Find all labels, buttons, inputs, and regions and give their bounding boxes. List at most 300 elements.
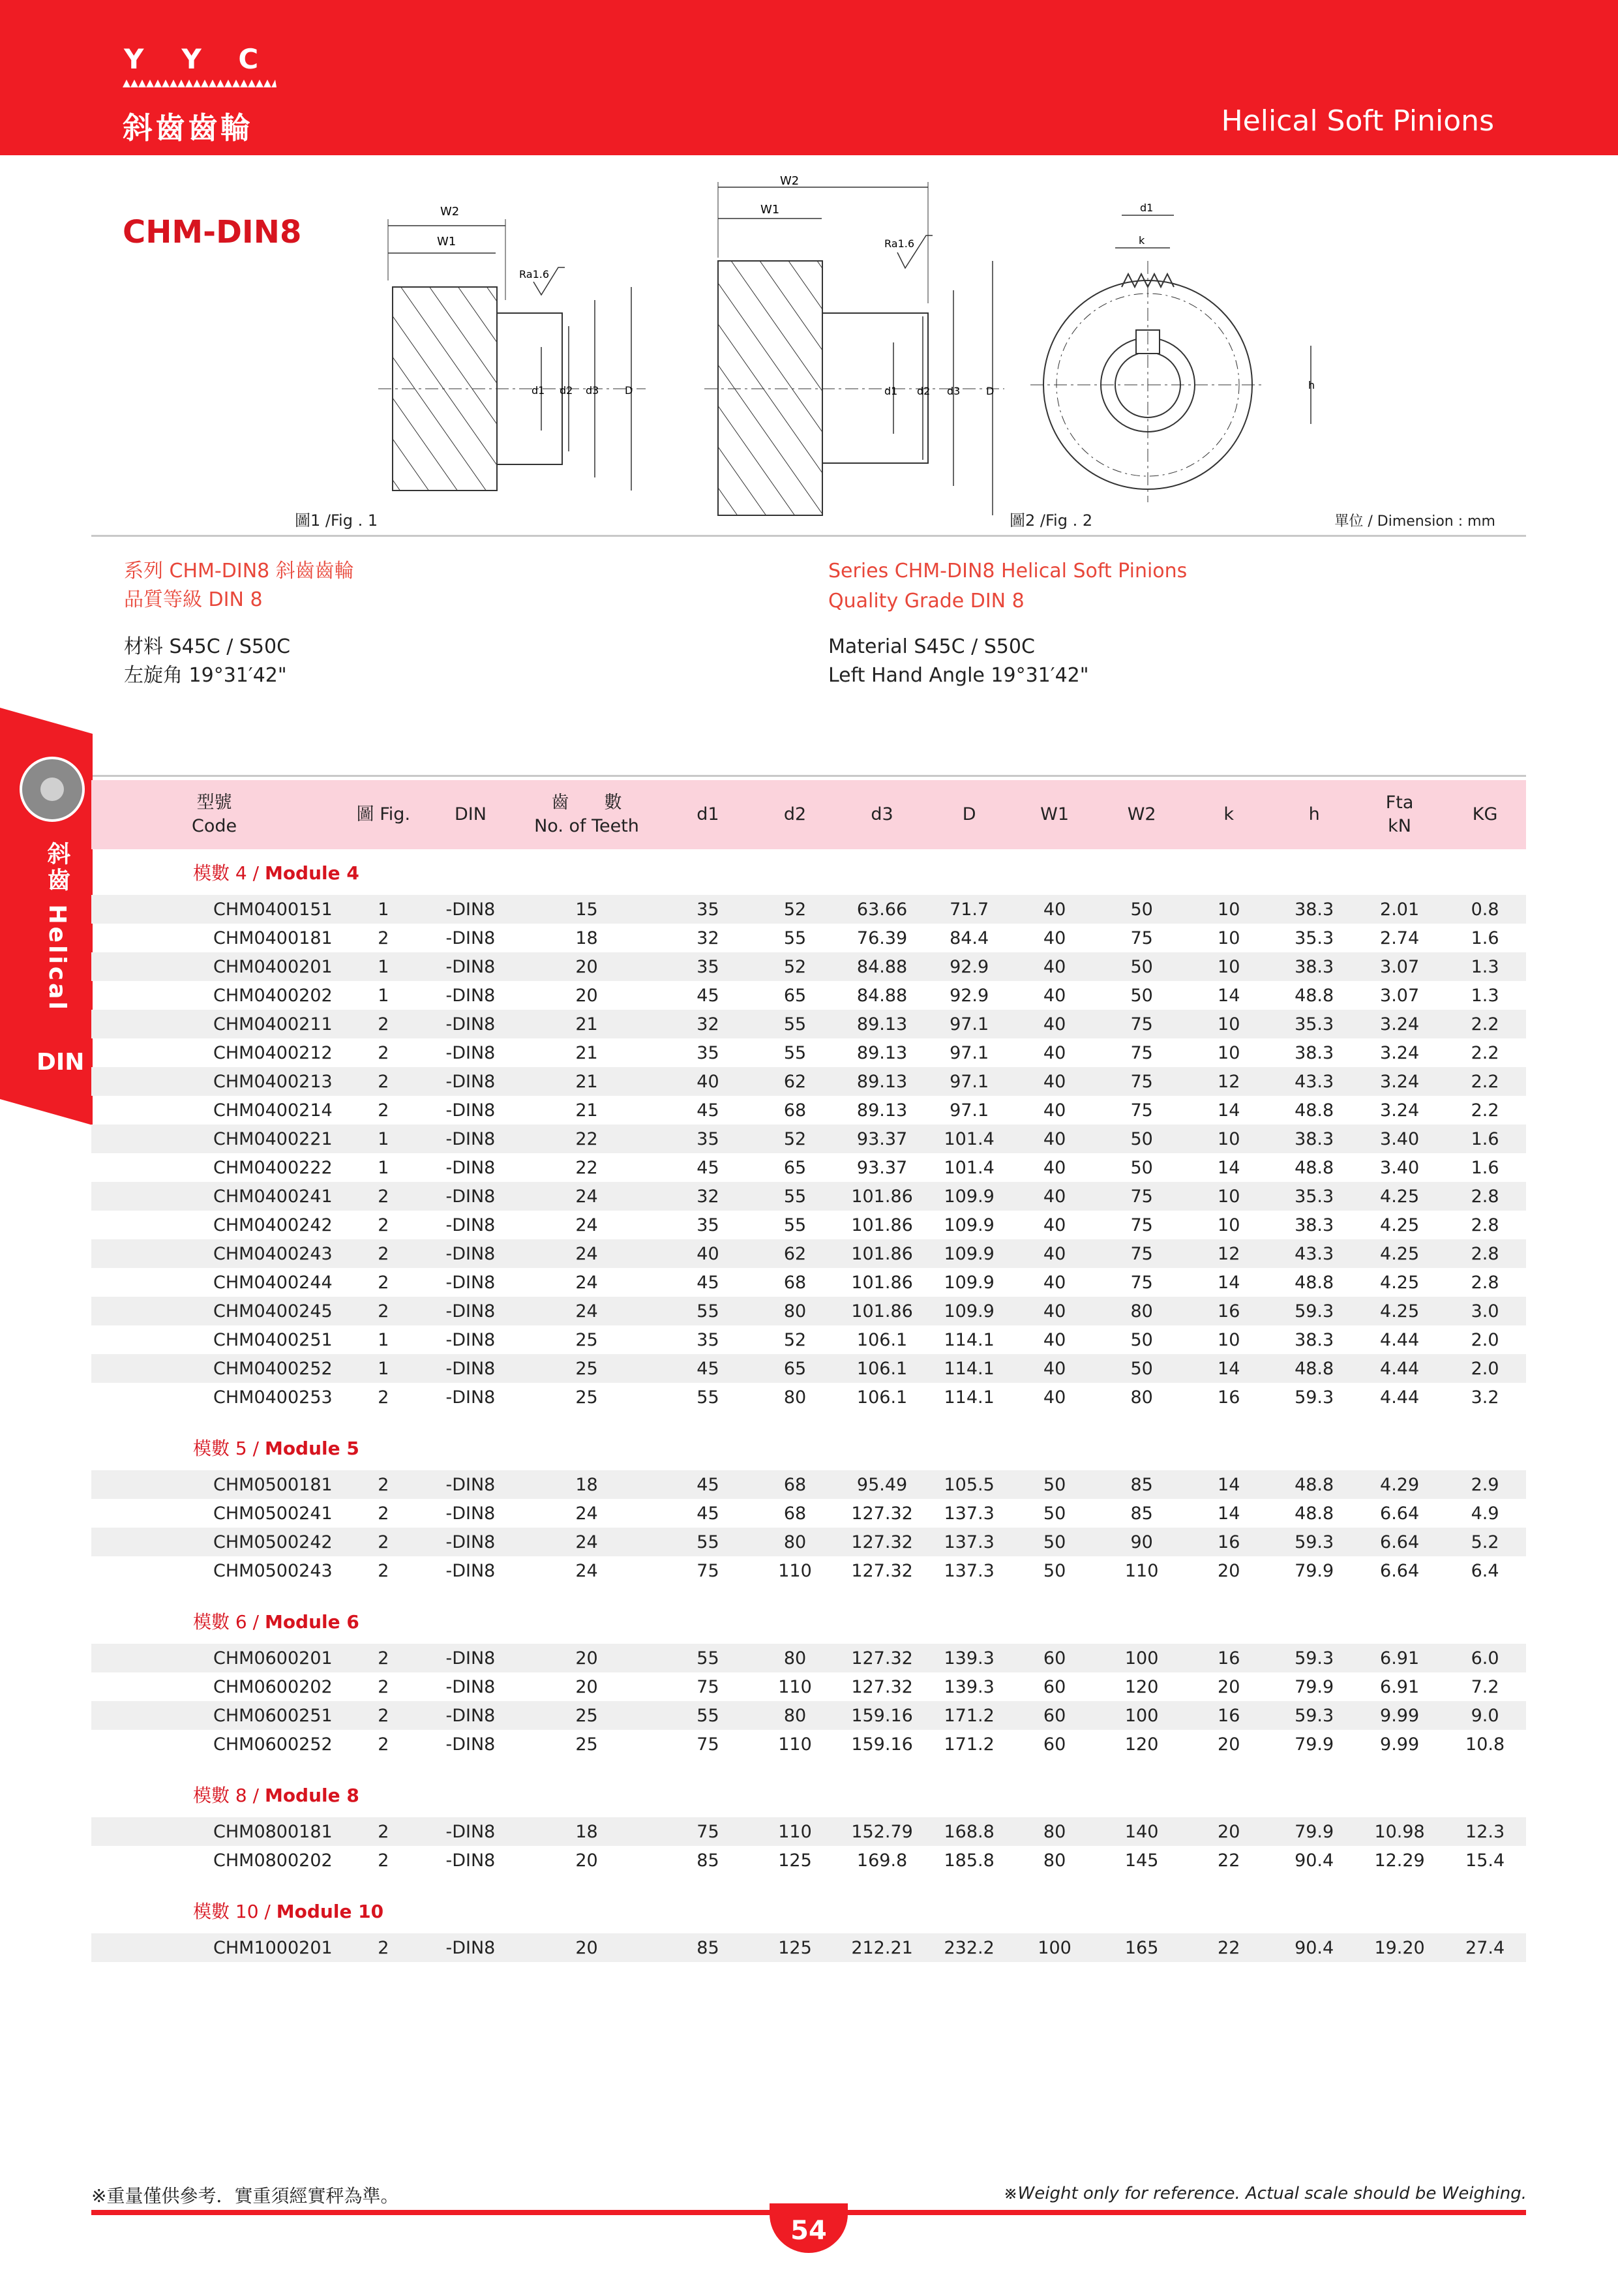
figure-1-label: 圖1 /Fig . 1 — [295, 511, 378, 530]
module-header-row — [91, 1888, 1526, 1933]
col-kg: KG — [1444, 780, 1526, 849]
table-cell: 14 — [1218, 985, 1240, 1006]
table-cell: -DIN8 — [445, 1100, 496, 1121]
table-row — [91, 924, 1526, 952]
table-cell: -DIN8 — [430, 1644, 512, 1672]
figure-2-front-drawing — [1024, 196, 1330, 509]
table-cell: 168.8 — [928, 1817, 1010, 1846]
table-cell: 2 — [337, 1239, 429, 1268]
table-cell: CHM0400251 — [213, 1329, 333, 1350]
table-cell: 20 — [575, 985, 598, 1006]
table-cell: 50 — [1043, 1503, 1066, 1524]
table-cell: 85 — [1099, 1470, 1184, 1499]
table-cell: 6.64 — [1355, 1528, 1444, 1556]
table-cell: 10 — [1218, 1329, 1240, 1350]
table-cell: CHM0400202 — [213, 985, 333, 1006]
table-cell: 2.8 — [1471, 1272, 1499, 1293]
table-cell: 10 — [1218, 1215, 1240, 1235]
table-cell: CHM0400245 — [91, 1297, 337, 1325]
table-cell: 45 — [697, 1503, 719, 1524]
table-cell: 4.25 — [1355, 1239, 1444, 1268]
table-cell: 2 — [337, 1933, 429, 1962]
module-header-row — [91, 849, 1526, 895]
table-cell: -DIN8 — [430, 1067, 512, 1096]
table-cell: 38.3 — [1273, 895, 1355, 924]
fig1-d1-label: d1 — [532, 384, 545, 397]
table-cell: 2.9 — [1444, 1470, 1526, 1499]
table-cell: 3.24 — [1380, 1100, 1420, 1121]
table-cell: 40 — [1043, 985, 1066, 1006]
table-cell: 14 — [1218, 1503, 1240, 1524]
table-cell: -DIN8 — [430, 1182, 512, 1211]
table-cell: 3.24 — [1355, 1067, 1444, 1096]
table-cell: 32 — [662, 1010, 754, 1038]
table-cell: 106.1 — [836, 1354, 928, 1383]
table-cell: -DIN8 — [430, 1125, 512, 1153]
table-cell: 68 — [783, 1272, 807, 1293]
table-cell: CHM0400243 — [91, 1239, 337, 1268]
table-cell: 19.20 — [1355, 1933, 1444, 1962]
table-cell: 89.13 — [856, 1042, 908, 1063]
table-cell: 68 — [754, 1470, 836, 1499]
table-cell: 14 — [1184, 1470, 1273, 1499]
table-cell: 89.13 — [836, 1010, 928, 1038]
table-cell: 20 — [511, 952, 661, 981]
table-cell: -DIN8 — [445, 985, 496, 1006]
table-cell: 59.3 — [1295, 1387, 1334, 1408]
fig2-D-label: D — [986, 385, 995, 397]
table-cell: 80 — [1010, 1817, 1099, 1846]
table-cell: -DIN8 — [445, 1560, 496, 1581]
table-cell: 125 — [778, 1850, 812, 1871]
table-cell: 97.1 — [928, 1067, 1010, 1096]
table-cell: 2 — [378, 1387, 389, 1408]
table-cell: CHM0400221 — [91, 1125, 337, 1153]
table-cell: 21 — [575, 1100, 598, 1121]
figure-1-drawing — [365, 196, 659, 502]
table-cell: 2 — [378, 1100, 389, 1121]
table-cell: 40 — [1043, 1157, 1066, 1178]
table-cell: 35.3 — [1273, 1010, 1355, 1038]
table-cell: 75 — [1099, 1010, 1184, 1038]
table-cell: 100 — [1099, 1701, 1184, 1730]
table-cell: 75 — [1130, 928, 1153, 948]
table-cell: 75 — [662, 1817, 754, 1846]
table-cell: 139.3 — [944, 1676, 995, 1697]
footer-note-en: ※Weight only for reference. Actual scale should be Weighing. — [1003, 2184, 1527, 2203]
table-cell: 80 — [754, 1528, 836, 1556]
table-cell: 79.9 — [1295, 1560, 1334, 1581]
table-cell: 92.9 — [950, 985, 989, 1006]
module-spacer — [91, 1585, 1526, 1598]
table-cell: 24 — [575, 1560, 598, 1581]
table-cell: 75 — [697, 1560, 719, 1581]
table-cell: 14 — [1218, 1100, 1240, 1121]
table-cell: 22 — [1184, 1933, 1273, 1962]
table-cell: 20 — [1218, 1676, 1240, 1697]
spec-en-angle: Left Hand Angle 19°31′42" — [828, 664, 1089, 687]
spec-table — [91, 780, 1526, 1975]
table-cell: 20 — [1218, 1560, 1240, 1581]
table-cell: 32 — [662, 1182, 754, 1211]
table-cell: -DIN8 — [445, 1850, 496, 1871]
spec-cn-material: 材料 S45C / S50C — [124, 635, 291, 658]
table-cell: 7.2 — [1471, 1676, 1499, 1697]
module-spacer — [91, 1412, 1526, 1425]
table-cell: 50 — [1099, 1125, 1184, 1153]
divider-table — [91, 775, 1526, 777]
table-cell: 80 — [783, 1387, 807, 1408]
table-cell: 152.79 — [836, 1817, 928, 1846]
table-cell: CHM0500242 — [91, 1528, 337, 1556]
table-cell: -DIN8 — [445, 1329, 496, 1350]
table-cell: 2 — [337, 1817, 429, 1846]
table-cell: 2.2 — [1471, 1042, 1499, 1063]
table-cell: CHM0400201 — [91, 952, 337, 981]
table-cell: 75 — [1099, 1067, 1184, 1096]
table-cell: -DIN8 — [430, 952, 512, 981]
table-cell: 79.9 — [1295, 1676, 1334, 1697]
table-cell: 55 — [754, 1010, 836, 1038]
table-cell: 48.8 — [1295, 985, 1334, 1006]
table-cell: 24 — [511, 1182, 661, 1211]
table-row — [91, 1325, 1526, 1354]
fig1-D-label: D — [625, 384, 633, 397]
table-cell: 90.4 — [1295, 1850, 1334, 1871]
table-cell: 1.6 — [1471, 1157, 1499, 1178]
table-cell: 109.9 — [928, 1297, 1010, 1325]
table-cell: 20 — [575, 1850, 598, 1871]
table-cell: CHM0400214 — [213, 1100, 333, 1121]
table-cell: 95.49 — [836, 1470, 928, 1499]
table-cell: 52 — [783, 1329, 807, 1350]
table-cell: 6.0 — [1444, 1644, 1526, 1672]
table-cell: 22 — [575, 1157, 598, 1178]
table-row — [91, 1499, 1526, 1528]
table-cell: 3.24 — [1380, 1042, 1420, 1063]
table-row — [91, 981, 1526, 1010]
table-cell: 75 — [697, 1734, 719, 1755]
table-cell: 80 — [754, 1297, 836, 1325]
table-cell: 2 — [378, 1215, 389, 1235]
table-cell: 2 — [378, 1503, 389, 1524]
table-cell: 40 — [1010, 1067, 1099, 1096]
module-spacer — [91, 1875, 1526, 1888]
footer-note-cn: ※重量僅供參考．實重須經實秤為準。 — [91, 2185, 399, 2207]
table-cell: 63.66 — [836, 895, 928, 924]
table-cell: 110 — [778, 1734, 812, 1755]
table-cell: 110 — [778, 1560, 812, 1581]
col-k: k — [1184, 780, 1273, 849]
table-header-row — [91, 780, 1526, 849]
table-cell: 45 — [697, 985, 719, 1006]
table-cell: CHM0600201 — [91, 1644, 337, 1672]
header-title: Helical Soft Pinions — [1221, 104, 1494, 138]
spec-en-series: Series CHM-DIN8 Helical Soft Pinions — [828, 560, 1188, 582]
table-cell: 212.21 — [836, 1933, 928, 1962]
table-row — [91, 1010, 1526, 1038]
table-cell: 50 — [1010, 1528, 1099, 1556]
spec-en-material: Material S45C / S50C — [828, 635, 1035, 658]
table-cell: -DIN8 — [430, 1470, 512, 1499]
table-cell: 1 — [378, 985, 389, 1006]
table-cell: 2 — [378, 1560, 389, 1581]
table-cell: 65 — [754, 1354, 836, 1383]
table-cell: 101.86 — [836, 1182, 928, 1211]
table-cell: 48.8 — [1295, 1100, 1334, 1121]
table-cell: 6.64 — [1380, 1560, 1420, 1581]
module-header-row — [91, 1425, 1526, 1470]
table-cell: CHM1000201 — [91, 1933, 337, 1962]
table-cell: 16 — [1184, 1644, 1273, 1672]
table-cell: 3.2 — [1471, 1387, 1499, 1408]
table-cell: -DIN8 — [430, 1701, 512, 1730]
table-cell: 55 — [783, 1215, 807, 1235]
table-cell: 48.8 — [1273, 1354, 1355, 1383]
table-cell: 1.3 — [1444, 952, 1526, 981]
table-cell: 20 — [511, 1933, 661, 1962]
table-cell: 6.4 — [1471, 1560, 1499, 1581]
module-label: 模數 8 / Module 8 — [193, 1785, 359, 1806]
table-row — [91, 1297, 1526, 1325]
table-cell: 75 — [1130, 1100, 1153, 1121]
table-cell: 40 — [662, 1067, 754, 1096]
table-cell: 71.7 — [928, 895, 1010, 924]
table-cell: CHM0500181 — [91, 1470, 337, 1499]
table-cell: 16 — [1218, 1387, 1240, 1408]
table-cell: 59.3 — [1273, 1528, 1355, 1556]
table-cell: -DIN8 — [430, 1817, 512, 1846]
table-cell: CHM0400213 — [91, 1067, 337, 1096]
table-cell: -DIN8 — [430, 1354, 512, 1383]
table-cell: 24 — [511, 1528, 661, 1556]
table-cell: -DIN8 — [445, 1215, 496, 1235]
table-cell: 10 — [1184, 1125, 1273, 1153]
table-row — [91, 1644, 1526, 1672]
table-cell: 55 — [783, 928, 807, 948]
figure-2-side-drawing — [698, 173, 1011, 525]
module-label: 模數 10 / Module 10 — [193, 1901, 384, 1922]
table-cell: 75 — [1130, 1215, 1153, 1235]
table-cell: -DIN8 — [430, 1297, 512, 1325]
table-cell: 12.3 — [1444, 1817, 1526, 1846]
table-cell: 80 — [1130, 1387, 1153, 1408]
table-cell: 2.8 — [1444, 1182, 1526, 1211]
table-cell: 109.9 — [928, 1239, 1010, 1268]
table-cell: 40 — [1010, 1182, 1099, 1211]
table-cell: 40 — [1043, 1042, 1066, 1063]
table-cell: 2 — [378, 1734, 389, 1755]
table-cell: CHM0400151 — [91, 895, 337, 924]
table-cell: 106.1 — [856, 1329, 908, 1350]
table-cell: 40 — [1043, 1100, 1066, 1121]
table-cell: 35 — [662, 895, 754, 924]
table-cell: -DIN8 — [430, 1239, 512, 1268]
fig2-w1-label: W1 — [760, 203, 780, 217]
table-cell: 22 — [511, 1125, 661, 1153]
module-label: 模數 6 / Module 6 — [193, 1611, 359, 1633]
module-label: 模數 4 / Module 4 — [193, 862, 359, 884]
table-cell: 75 — [1099, 1239, 1184, 1268]
table-cell: 65 — [783, 985, 807, 1006]
divider-top — [91, 535, 1526, 537]
table-cell: 2.2 — [1444, 1067, 1526, 1096]
table-cell: 65 — [783, 1157, 807, 1178]
table-row — [91, 1383, 1526, 1412]
table-cell: 60 — [1010, 1644, 1099, 1672]
table-cell: 1 — [337, 1125, 429, 1153]
table-row — [91, 1211, 1526, 1239]
table-cell: 4.44 — [1380, 1387, 1420, 1408]
table-cell: 84.88 — [856, 985, 908, 1006]
table-cell: 2 — [337, 1470, 429, 1499]
table-cell: 10 — [1184, 1182, 1273, 1211]
table-cell: 40 — [1043, 1329, 1066, 1350]
table-cell: 85 — [1130, 1503, 1153, 1524]
table-row — [91, 1239, 1526, 1268]
table-cell: 4.25 — [1380, 1272, 1420, 1293]
table-cell: 52 — [754, 1125, 836, 1153]
table-cell: 97.1 — [928, 1010, 1010, 1038]
table-cell: 40 — [1010, 1239, 1099, 1268]
table-cell: 5.2 — [1444, 1528, 1526, 1556]
table-cell: 10 — [1184, 952, 1273, 981]
table-cell: 14 — [1218, 1272, 1240, 1293]
table-cell: 0.8 — [1444, 895, 1526, 924]
table-cell: 10 — [1218, 1042, 1240, 1063]
table-cell: 101.4 — [944, 1157, 995, 1178]
table-cell: 105.5 — [928, 1470, 1010, 1499]
table-cell: 35.3 — [1295, 928, 1334, 948]
table-row — [91, 1817, 1526, 1846]
table-cell: 109.9 — [944, 1215, 995, 1235]
table-cell: 4.25 — [1355, 1297, 1444, 1325]
module-label: 模數 5 / Module 5 — [193, 1438, 359, 1459]
table-cell: 80 — [1043, 1850, 1066, 1871]
table-row — [91, 1730, 1526, 1759]
table-cell: 62 — [754, 1067, 836, 1096]
table-row — [91, 1096, 1526, 1125]
table-cell: 120 — [1124, 1676, 1159, 1697]
table-cell: -DIN8 — [430, 1528, 512, 1556]
table-cell: 159.16 — [836, 1701, 928, 1730]
table-cell: 45 — [697, 1157, 719, 1178]
table-cell: 45 — [697, 1272, 719, 1293]
table-row — [91, 1846, 1526, 1875]
table-cell: 140 — [1099, 1817, 1184, 1846]
table-cell: 38.3 — [1273, 952, 1355, 981]
table-cell: -DIN8 — [445, 1042, 496, 1063]
table-cell: 40 — [1010, 952, 1099, 981]
table-cell: 55 — [783, 1042, 807, 1063]
table-cell: 38.3 — [1295, 1042, 1334, 1063]
table-cell: 1 — [337, 952, 429, 981]
table-cell: 101.86 — [836, 1297, 928, 1325]
logo-chinese: 斜齒齒輪 — [123, 110, 253, 145]
table-cell: 59.3 — [1273, 1701, 1355, 1730]
table-cell: 59.3 — [1273, 1297, 1355, 1325]
table-cell: 35 — [697, 1215, 719, 1235]
table-cell: 35 — [697, 1042, 719, 1063]
table-cell: 48.8 — [1295, 1272, 1334, 1293]
table-cell: 110 — [778, 1676, 812, 1697]
table-cell: 3.24 — [1355, 1010, 1444, 1038]
module-header-row — [91, 1772, 1526, 1817]
table-cell: 1 — [337, 895, 429, 924]
table-cell: 40 — [1010, 1010, 1099, 1038]
table-cell: 2.01 — [1355, 895, 1444, 924]
table-cell: 2.74 — [1380, 928, 1420, 948]
logo-teeth-icon — [123, 77, 277, 87]
spec-en-grade: Quality Grade DIN 8 — [828, 590, 1025, 612]
table-cell: 2 — [378, 1042, 389, 1063]
table-cell: 9.0 — [1444, 1701, 1526, 1730]
table-cell: 20 — [1184, 1817, 1273, 1846]
table-cell: 60 — [1043, 1676, 1066, 1697]
table-cell: 38.3 — [1273, 1125, 1355, 1153]
table-cell: 3.40 — [1380, 1157, 1420, 1178]
table-cell: 165 — [1099, 1933, 1184, 1962]
table-cell: 171.2 — [928, 1701, 1010, 1730]
table-cell: CHM0500241 — [213, 1503, 333, 1524]
table-row — [91, 1067, 1526, 1096]
figure-2-label: 圖2 /Fig . 2 — [1010, 511, 1093, 530]
table-cell: 50 — [1130, 985, 1153, 1006]
table-cell: 55 — [662, 1701, 754, 1730]
table-cell: 55 — [662, 1644, 754, 1672]
table-cell: 106.1 — [856, 1387, 908, 1408]
table-cell: 110 — [1124, 1560, 1159, 1581]
fig1-d3-label: d3 — [586, 384, 599, 397]
table-cell: 35 — [662, 952, 754, 981]
table-cell: 2 — [378, 1272, 389, 1293]
table-cell: CHM0400252 — [91, 1354, 337, 1383]
side-tab-din: DIN — [37, 1049, 85, 1076]
module-spacer — [91, 1759, 1526, 1772]
col-fta: Fta kN — [1355, 780, 1444, 849]
table-cell: 92.9 — [928, 952, 1010, 981]
table-cell: CHM0400244 — [213, 1272, 333, 1293]
spec-cn-series: 系列 CHM-DIN8 斜齒齒輪 — [124, 560, 354, 582]
table-cell: 40 — [1010, 895, 1099, 924]
table-cell: CHM0400242 — [213, 1215, 333, 1235]
table-cell: 2 — [337, 1701, 429, 1730]
table-cell: 18 — [511, 1470, 661, 1499]
table-cell: 55 — [662, 1297, 754, 1325]
page-number: 54 — [770, 2203, 848, 2253]
table-cell: 1 — [378, 1157, 389, 1178]
table-cell: 2.8 — [1471, 1215, 1499, 1235]
table-row — [91, 952, 1526, 981]
table-cell: 6.91 — [1380, 1676, 1420, 1697]
table-cell: 1.3 — [1471, 985, 1499, 1006]
table-cell: 2 — [337, 1297, 429, 1325]
table-cell: 60 — [1043, 1734, 1066, 1755]
table-cell: -DIN8 — [445, 1157, 496, 1178]
table-row — [91, 1933, 1526, 1962]
table-cell: 40 — [662, 1239, 754, 1268]
table-cell: 52 — [754, 895, 836, 924]
table-cell: 232.2 — [928, 1933, 1010, 1962]
table-cell: 24 — [575, 1272, 598, 1293]
table-cell: 2 — [378, 1676, 389, 1697]
col-D: D — [928, 780, 1010, 849]
table-cell: 127.32 — [851, 1676, 913, 1697]
table-cell: CHM0800202 — [213, 1850, 333, 1871]
table-row — [91, 1125, 1526, 1153]
table-cell: 4.44 — [1355, 1354, 1444, 1383]
table-cell: 137.3 — [928, 1528, 1010, 1556]
